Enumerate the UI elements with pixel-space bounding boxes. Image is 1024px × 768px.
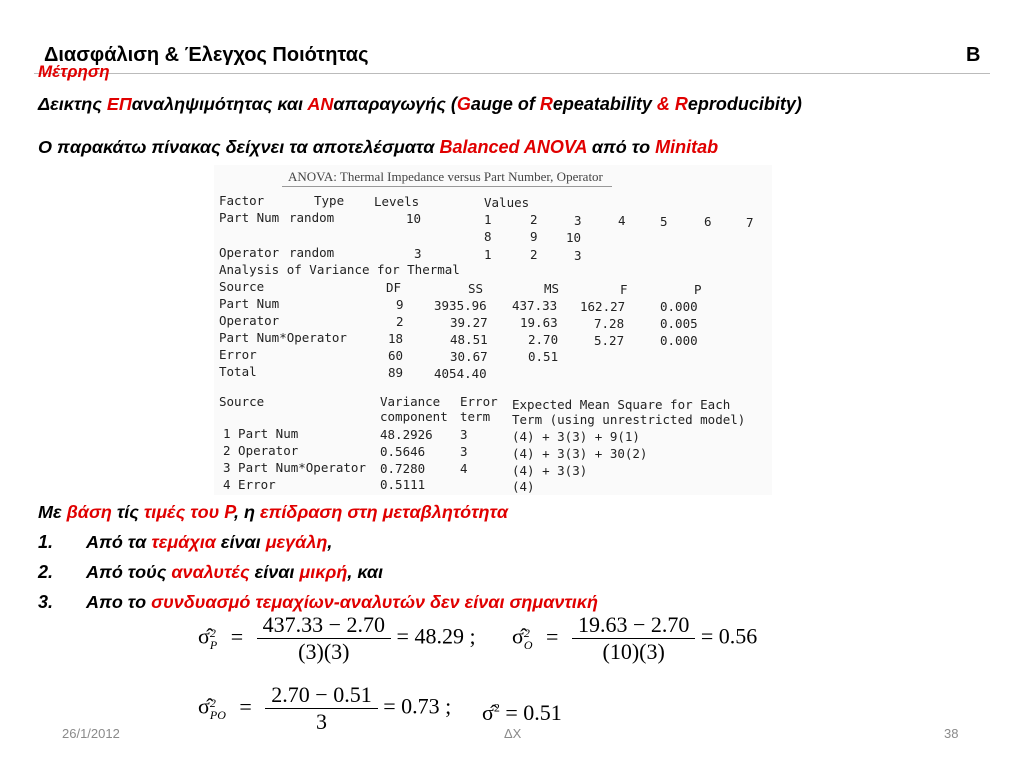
formula-sigma: σ̂$^2$ = 0.51 — [482, 700, 562, 725]
slide-title: Διασφάλιση & Έλεγχος Ποιότητας — [44, 44, 369, 66]
fraction: $\frac{2.70 - 0.51}{3}$ — [265, 682, 377, 735]
type-header: Type — [314, 193, 345, 208]
df-header: DF — [386, 280, 402, 295]
ss-value: 4054.40 — [434, 366, 487, 381]
factor-value: 6 — [704, 214, 712, 229]
df-value: 2 — [396, 314, 404, 329]
anova-title: ANOVA: Thermal Impedance versus Part Number, Operator — [288, 169, 603, 184]
list-item: 2. Από τούς αναλυτές είναι μικρή, και — [38, 562, 383, 582]
factor-value: 1 — [484, 247, 492, 262]
source-name: Operator — [219, 313, 280, 328]
conclusion-intro: Με βάση τίς τιμές του P, η επίδραση στη μεταβλητότητα — [38, 502, 509, 522]
vc-expected: (4) — [512, 479, 535, 494]
f-value: 7.28 — [594, 316, 625, 331]
factor-type: random — [289, 210, 335, 225]
factor-value: 1 — [484, 212, 492, 227]
factor-value: 10 — [566, 230, 582, 245]
vc-error-header: term — [460, 409, 491, 424]
ms-value: 0.51 — [528, 349, 559, 364]
vc-source: 2 Operator — [223, 443, 299, 458]
factor-value: 3 — [574, 213, 582, 228]
levels-header: Levels — [374, 194, 420, 209]
factor-value: 2 — [530, 247, 538, 262]
p-header: P — [694, 282, 702, 297]
ms-value: 19.63 — [520, 315, 558, 330]
formula-sigma-o: σ̂ 2 O = $\frac{19.63 - 2.70}{(10)(3)}$ = 0.56 — [512, 612, 758, 664]
p-value: 0.000 — [660, 299, 698, 314]
vc-error: 4 — [460, 461, 468, 476]
vc-variance: 48.2926 — [380, 427, 433, 442]
gauge-rr-heading: Δεικτης ΕΠαναληψιμότητας και ΑΝαπαραγωγής (Gauge of Repeatability & Reproducibity) — [38, 94, 802, 114]
section-letter: B — [966, 44, 981, 66]
factor-value: 4 — [618, 213, 626, 228]
f-value: 162.27 — [580, 299, 626, 314]
factor-value: 7 — [746, 215, 754, 230]
factor-value: 9 — [530, 229, 538, 244]
factor-levels: 10 — [406, 211, 422, 226]
ms-value: 437.33 — [512, 298, 558, 313]
conclusions — [38, 497, 598, 617]
list-item: 1. Από τα τεμάχια είναι μεγάλη, — [38, 532, 333, 552]
vc-variance-header: Variance — [380, 394, 441, 409]
ss-header: SS — [468, 281, 484, 296]
vc-variance-header: component — [380, 409, 448, 424]
source-header: Source — [219, 279, 265, 294]
factor-value: 2 — [530, 212, 538, 227]
fraction: $\frac{437.33 - 2.70}{(3)(3)}$ — [257, 612, 391, 665]
vc-variance: 0.5111 — [380, 477, 426, 492]
ss-value: 3935.96 — [434, 298, 487, 313]
source-name: Part Num — [219, 296, 280, 311]
anova-intro: Ο παρακάτω πίνακας δείχνει τα αποτελέσματα Balanced ANOVA από το Minitab — [38, 137, 719, 157]
slide-subtitle: Μέτρηση — [38, 62, 110, 81]
f-value: 5.27 — [594, 333, 625, 348]
vc-variance: 0.5646 — [380, 444, 426, 459]
vc-variance: 0.7280 — [380, 461, 426, 476]
vc-expected-header: Term (using unrestricted model) — [512, 412, 746, 427]
factor-name: Part Num — [219, 210, 280, 225]
df-value: 60 — [388, 348, 404, 363]
vc-error: 3 — [460, 427, 468, 442]
ms-header: MS — [544, 281, 560, 296]
source-name: Total — [219, 364, 257, 379]
df-value: 89 — [388, 365, 404, 380]
factor-header: Factor — [219, 193, 265, 208]
f-header: F — [620, 282, 628, 297]
factor-levels: 3 — [414, 246, 422, 261]
formula-sigma-po: σ̂ 2 PO = $\frac{2.70 - 0.51}{3}$ = 0.73 ; — [198, 682, 452, 734]
vc-source: 3 Part Num*Operator — [223, 460, 366, 475]
source-name: Part Num*Operator — [219, 330, 347, 345]
header-divider — [34, 73, 990, 74]
vc-expected: (4) + 3(3) + 9(1) — [512, 429, 640, 444]
footer-center: ΔΧ — [504, 726, 522, 741]
factor-value: 5 — [660, 214, 668, 229]
page-number: 38 — [944, 726, 959, 741]
factor-type: random — [289, 245, 335, 260]
vc-error-header: Error — [460, 394, 498, 409]
vc-error: 3 — [460, 444, 468, 459]
ss-value: 48.51 — [450, 332, 488, 347]
formula-sigma-p: σ̂ 2 P = $\frac{437.33 - 2.70}{(3)(3)}$ = 48.29 ; — [198, 612, 476, 664]
df-value: 9 — [396, 297, 404, 312]
vc-expected: (4) + 3(3) + 30(2) — [512, 446, 648, 461]
vc-source: 4 Error — [223, 477, 276, 492]
anova-output — [214, 165, 772, 495]
factor-value: 8 — [484, 229, 492, 244]
footer-date: 26/1/2012 — [62, 726, 120, 741]
factor-name: Operator — [219, 245, 280, 260]
values-header: Values — [484, 195, 530, 210]
vc-source: 1 Part Num — [223, 426, 299, 441]
df-value: 18 — [388, 331, 404, 346]
anova-title-rule — [282, 186, 612, 187]
p-value: 0.000 — [660, 333, 698, 348]
ss-value: 39.27 — [450, 315, 488, 330]
ms-value: 2.70 — [528, 332, 559, 347]
vc-source-header: Source — [219, 394, 265, 409]
p-value: 0.005 — [660, 316, 698, 331]
analysis-label: Analysis of Variance for Thermal — [219, 262, 460, 277]
fraction: $\frac{19.63 - 2.70}{(10)(3)}$ — [572, 612, 695, 665]
list-item: 3. Απο το συνδυασμό τεμαχίων-αναλυτών δεν είναι σημαντική — [38, 592, 598, 612]
vc-expected-header: Expected Mean Square for Each — [512, 397, 731, 412]
vc-expected: (4) + 3(3) — [512, 463, 588, 478]
source-name: Error — [219, 347, 257, 362]
factor-value: 3 — [574, 248, 582, 263]
ss-value: 30.67 — [450, 349, 488, 364]
